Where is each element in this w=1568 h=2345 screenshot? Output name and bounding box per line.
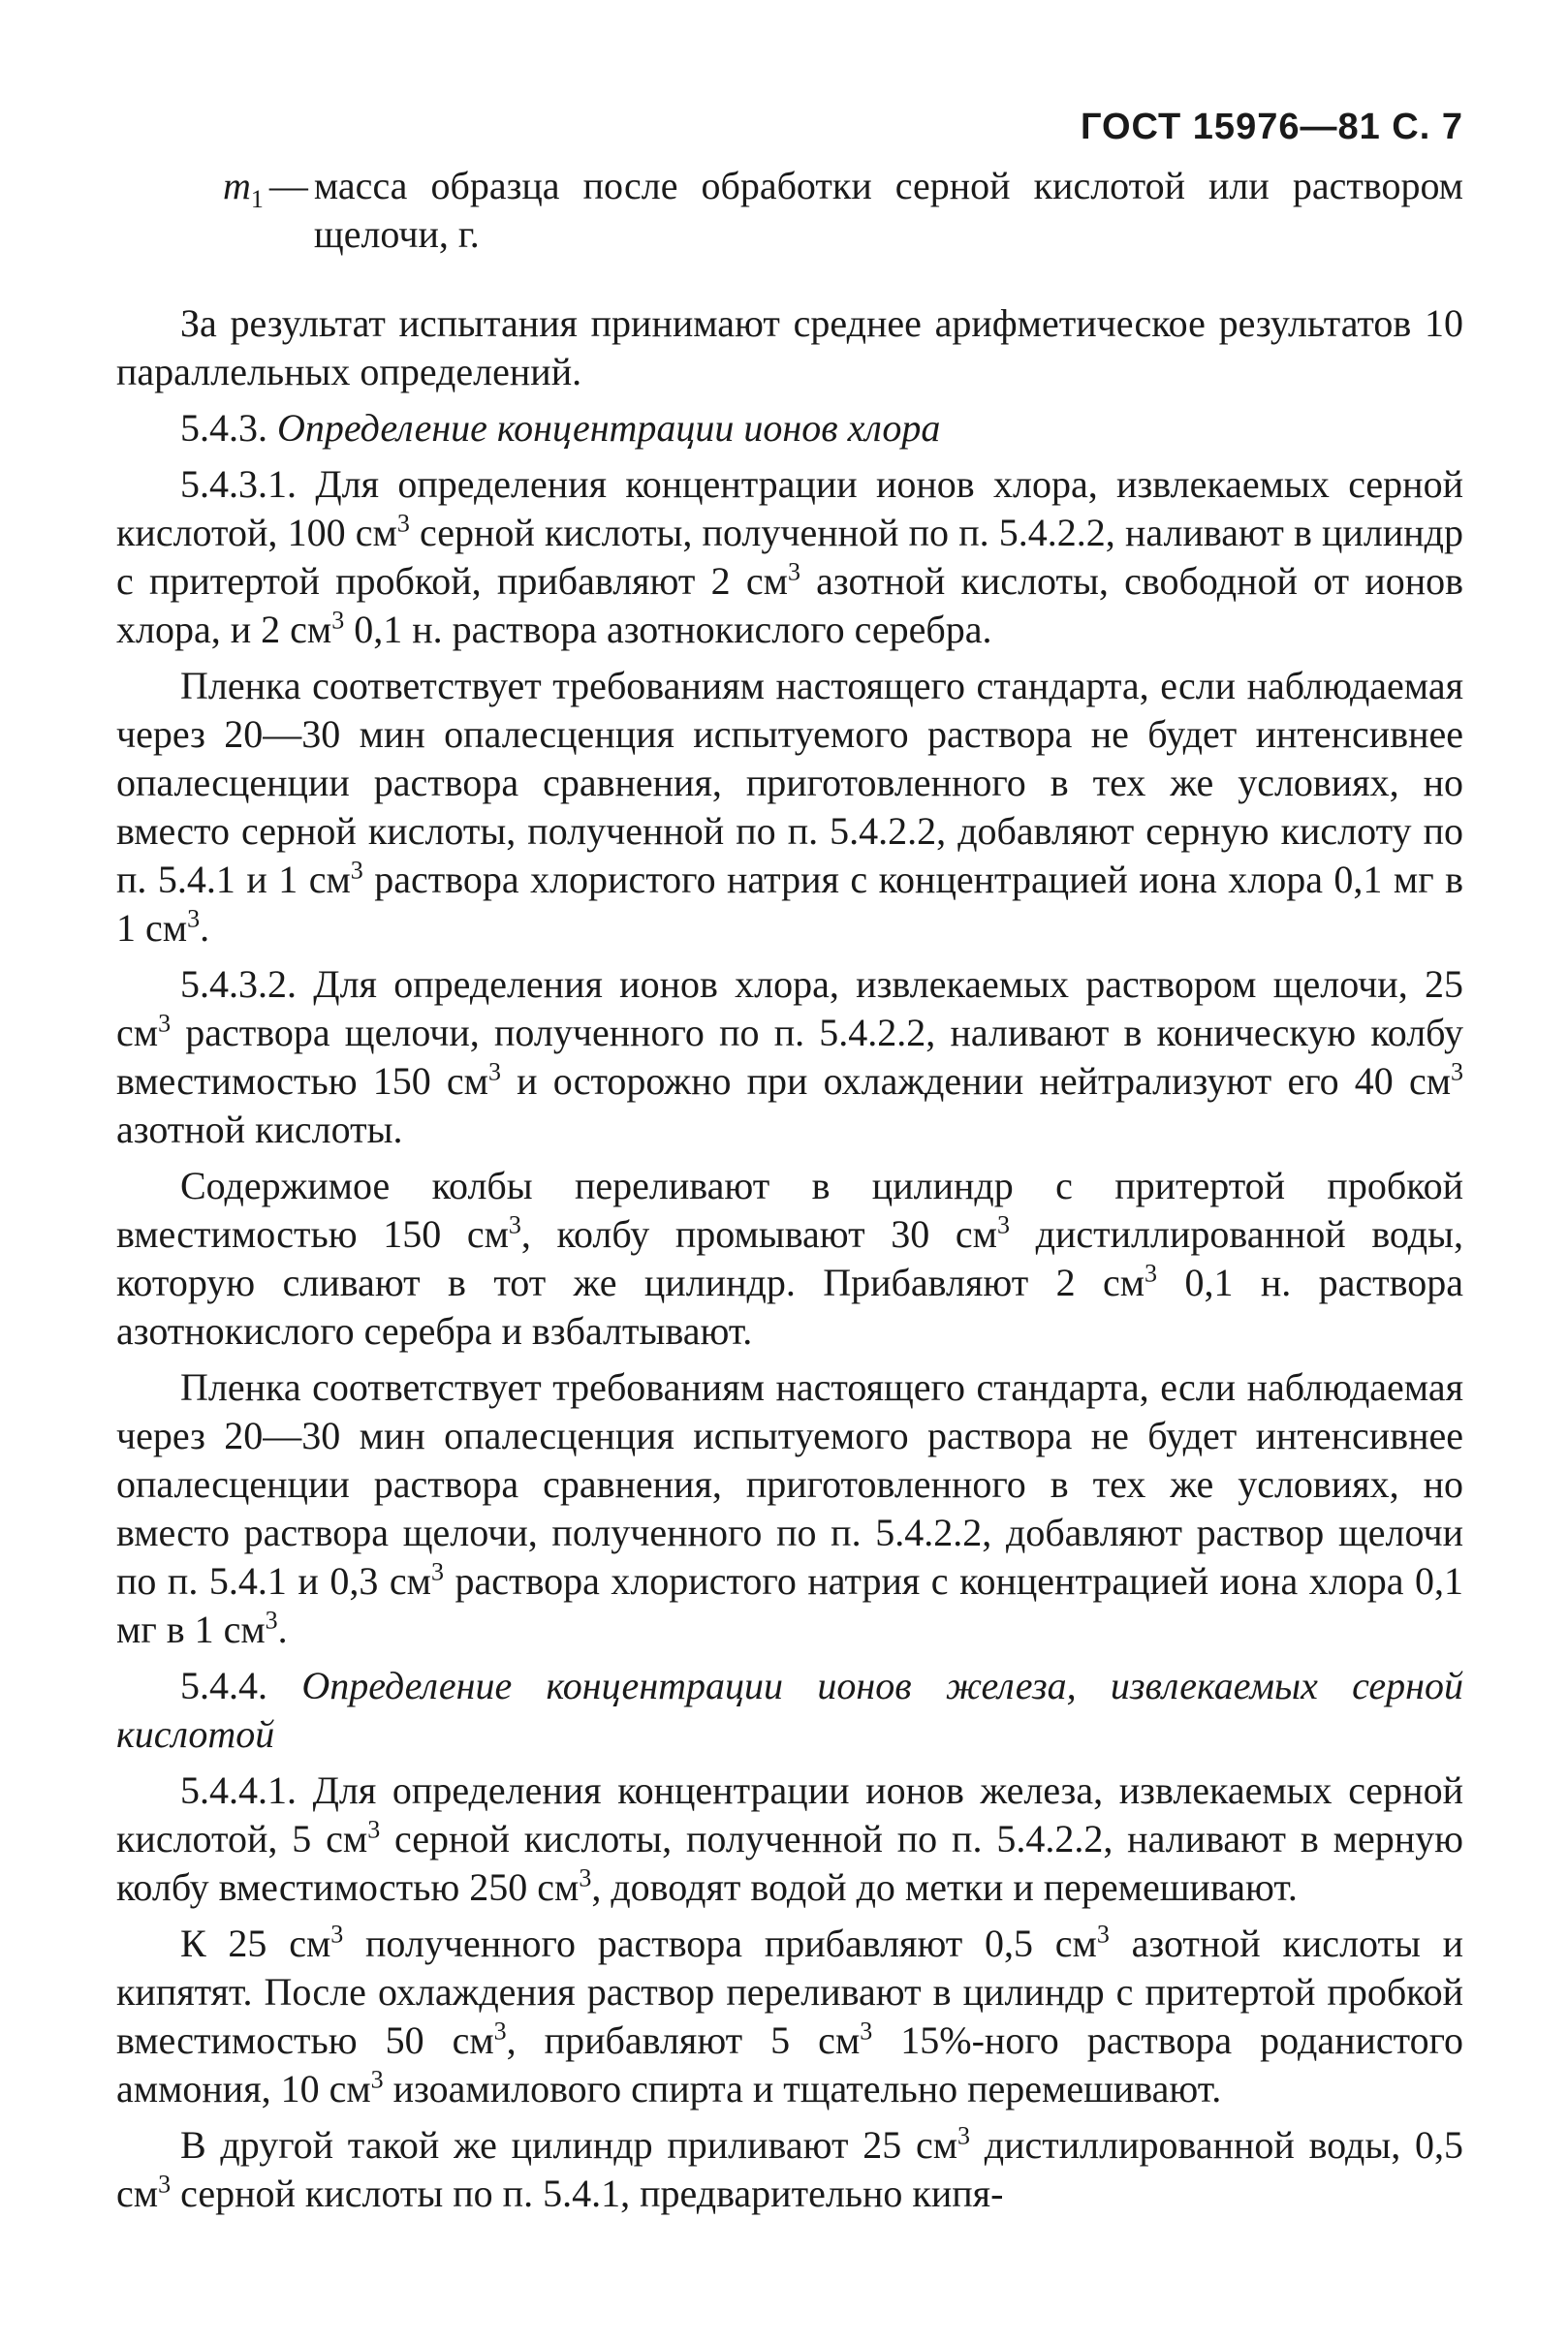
paragraph-flask-contents: Содержимое колбы переливают в цилиндр с притертой пробкой вместимостью 150 $см^3$, колбу промывают 30 $см^3$ дистиллированной воды, которую сливают в тот же цилиндр. Прибавляют 2 $см^3$ 0,1 н. раствора азотнокислого серебра и взбалтывают. [116, 1164, 1464, 1353]
variable-symbol: $m_1$ [223, 164, 264, 213]
paragraph-result: За результат испытания принимают среднее арифметическое результатов 10 параллельных определений. [116, 301, 1463, 393]
paragraph-film-chlorine-acid: Пленка соответствует требованиям настоящего стандарта, если наблюдаемая через 20—30 мин опалесценция испытуемого раствора не будет интенсивнее опалесценции раствора сравнения, приготовленного в тех же условиях, но вместо серной кислоты, полученной по п. 5.4.2.2, добавляют серную кислоту по п. 5.4.1 и 1 $см^3$ раствора хлористого натрия с концентрацией иона хлора 0,1 мг в 1 $см^3$. [116, 664, 1463, 950]
paragraph-film-chlorine-alkali: Пленка соответствует требованиям настоящего стандарта, если наблюдаемая через 20—30 мин опалесценция испытуемого раствора не будет интенсивнее опалесценции раствора сравнения, приготовленного в тех же условиях, но вместо раствора щелочи, полученного по п. 5.4.2.2, добавляют раствор щелочи по п. 5.4.1 и 0,3 $см^3$ раствора хлористого натрия с концентрацией иона хлора 0,1 мг в 1 $см^3$. [116, 1365, 1464, 1651]
definition-dash: — [268, 164, 308, 207]
page-header: ГОСТ 15976—81 С. 7 [1080, 107, 1463, 147]
section-heading-5-4-3: 5.4.3. Определение концентрации ионов хлора [180, 406, 941, 450]
paragraph-5-4-4-1: 5.4.4.1. Для определения концентрации ионов железа, извлекаемых серной кислотой, 5 $см^3$ серной кислоты, полученной по п. 5.4.2.2, наливают в мерную колбу вместимостью 250 $см^3$, доводят водой до метки и перемешивают. [116, 1768, 1463, 1909]
paragraph-k25: К 25 $см^3$ полученного раствора прибавляют 0,5 $см^3$ азотной кислоты и кипятят. После охлаждения раствор переливают в цилиндр с притертой пробкой вместимостью 50 $см^3$, прибавляют 5 $см^3$ 15%-ного раствора роданистого аммония, 10 $см^3$ изоамилового спирта и тщательно перемешивают. [116, 1920, 1464, 2110]
document-page [116, 107, 1463, 2226]
definition-text: масса образца после обработки серной кислотой или раствором щелочи, г. [313, 164, 1463, 256]
paragraph-5-4-3-2: 5.4.3.2. Для определения ионов хлора, извлекаемых раствором щелочи, 25 $см^3$ раствора щелочи, полученного по п. 5.4.2.2, наливают в коническую колбу вместимостью 150 $см^3$ и осторожно при охлаждении нейтрализуют его 40 $см^3$ азотной кислоты. [116, 962, 1464, 1151]
paragraph-5-4-3-1: 5.4.3.1. Для определения концентрации ионов хлора, извлекаемых серной кислотой, 100 $см^3$ серной кислоты, полученной по п. 5.4.2.2, наливают в цилиндр с притертой пробкой, прибавляют 2 $см^3$ азотной кислоты, свободной от ионов хлора, и 2 $см^3$ 0,1 н. раствора азотнокислого серебра. [116, 462, 1463, 651]
variable-definition [223, 162, 1463, 259]
section-heading-5-4-4: 5.4.4. Определение концентрации ионов железа, извлекаемых серной кислотой [116, 1664, 1464, 1756]
paragraph-other-cylinder: В другой такой же цилиндр приливают 25 $см^3$ дистиллированной воды, 0,5 $см^3$ серной кислоты по п. 5.4.1, предварительно кипя- [116, 2121, 1463, 2215]
